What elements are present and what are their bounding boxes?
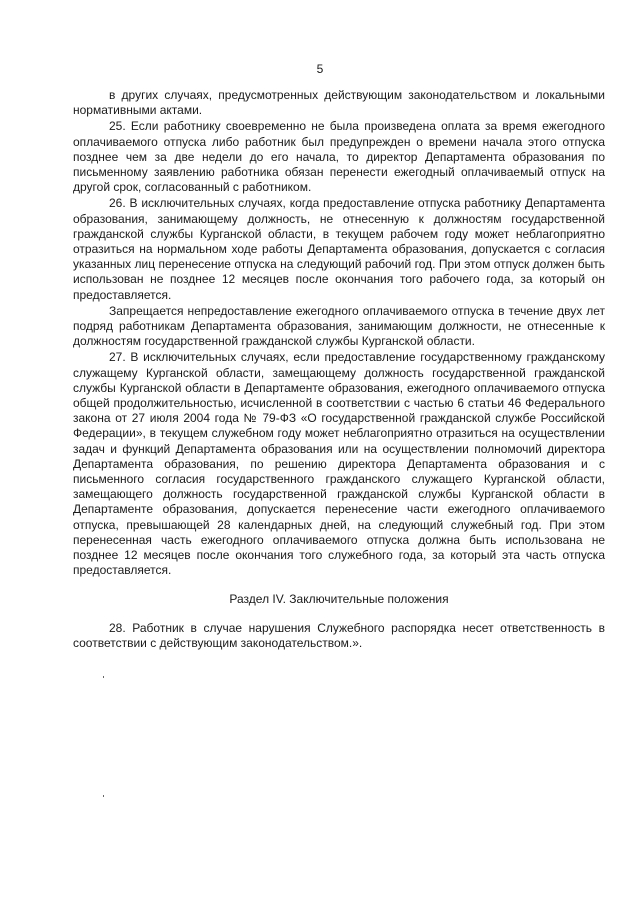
scan-speck	[103, 676, 104, 678]
paragraph-28: 28. Работник в случае нарушения Служебного распорядка несет ответственность в соответствии с действующим законодательством.».	[73, 620, 605, 650]
document-body	[73, 88, 605, 652]
scan-speck	[103, 795, 104, 797]
paragraph-27: 27. В исключительных случаях, если предоставление государственному гражданскому служащему Курганской области, замещающему должность государственной гражданской службы Курганской области в Департаменте образования, ежегодного оплачиваемого отпуска общей продолжительностью, исчисленной в соответствии с частью 6 статьи 46 Федерального закона от 27 июля 2004 года № 79-ФЗ «О государственной гражданской службе Российской Федерации», в текущем служебном году может неблагоприятно отразиться на осуществлении задач и функций Департамента образования или на осуществлении полномочий директора Департамента образования, по решению директора Департамента образования и с письменного согласия государственного гражданского служащего Курганской области, замещающего должность государственной гражданской службы Курганской области в Департаменте образования, допускается перенесение части ежегодного оплачиваемого отпуска, превышающей 28 календарных дней, на следующий служебный год. При этом перенесенная часть ежегодного оплачиваемого отпуска должна быть использована не позднее 12 месяцев после окончания того служебного года, за который эта часть отпуска предоставляется.	[73, 350, 605, 578]
paragraph-26: 26. В исключительных случаях, когда предоставление отпуска работнику Департамента образования, занимающему должность, не отнесенную к должностям государственной гражданской службы Курганской области, в текущем рабочем году может неблагоприятно отразиться на нормальном ходе работы Департамента образования, допускается с согласия указанных лиц перенесение отпуска на следующий рабочий год. При этом отпуск должен быть использован не позднее 12 месяцев после окончания того рабочего года, за который он предоставляется.	[73, 196, 605, 302]
page-number: 5	[316, 62, 324, 76]
paragraph-continuation: в других случаях, предусмотренных действующим законодательством и локальными нормативными актами.	[73, 88, 605, 118]
section-heading: Раздел IV. Заключительные положения	[229, 591, 449, 606]
paragraph-26-prohibition: Запрещается непредоставление ежегодного оплачиваемого отпуска в течение двух лет подряд работникам Департамента образования, занимающим должности, не отнесенные к должностям государственной гражданской службы Курганской области.	[73, 303, 605, 349]
paragraph-25: 25. Если работнику своевременно не была произведена оплата за время ежегодного оплачиваемого отпуска либо работник был предупрежден о времени начала этого отпуска позднее чем за две недели до его начала, то директор Департамента образования по письменному заявлению работника обязан перенести ежегодный оплачиваемый отпуск на другой срок, согласованный с работником.	[73, 119, 605, 195]
